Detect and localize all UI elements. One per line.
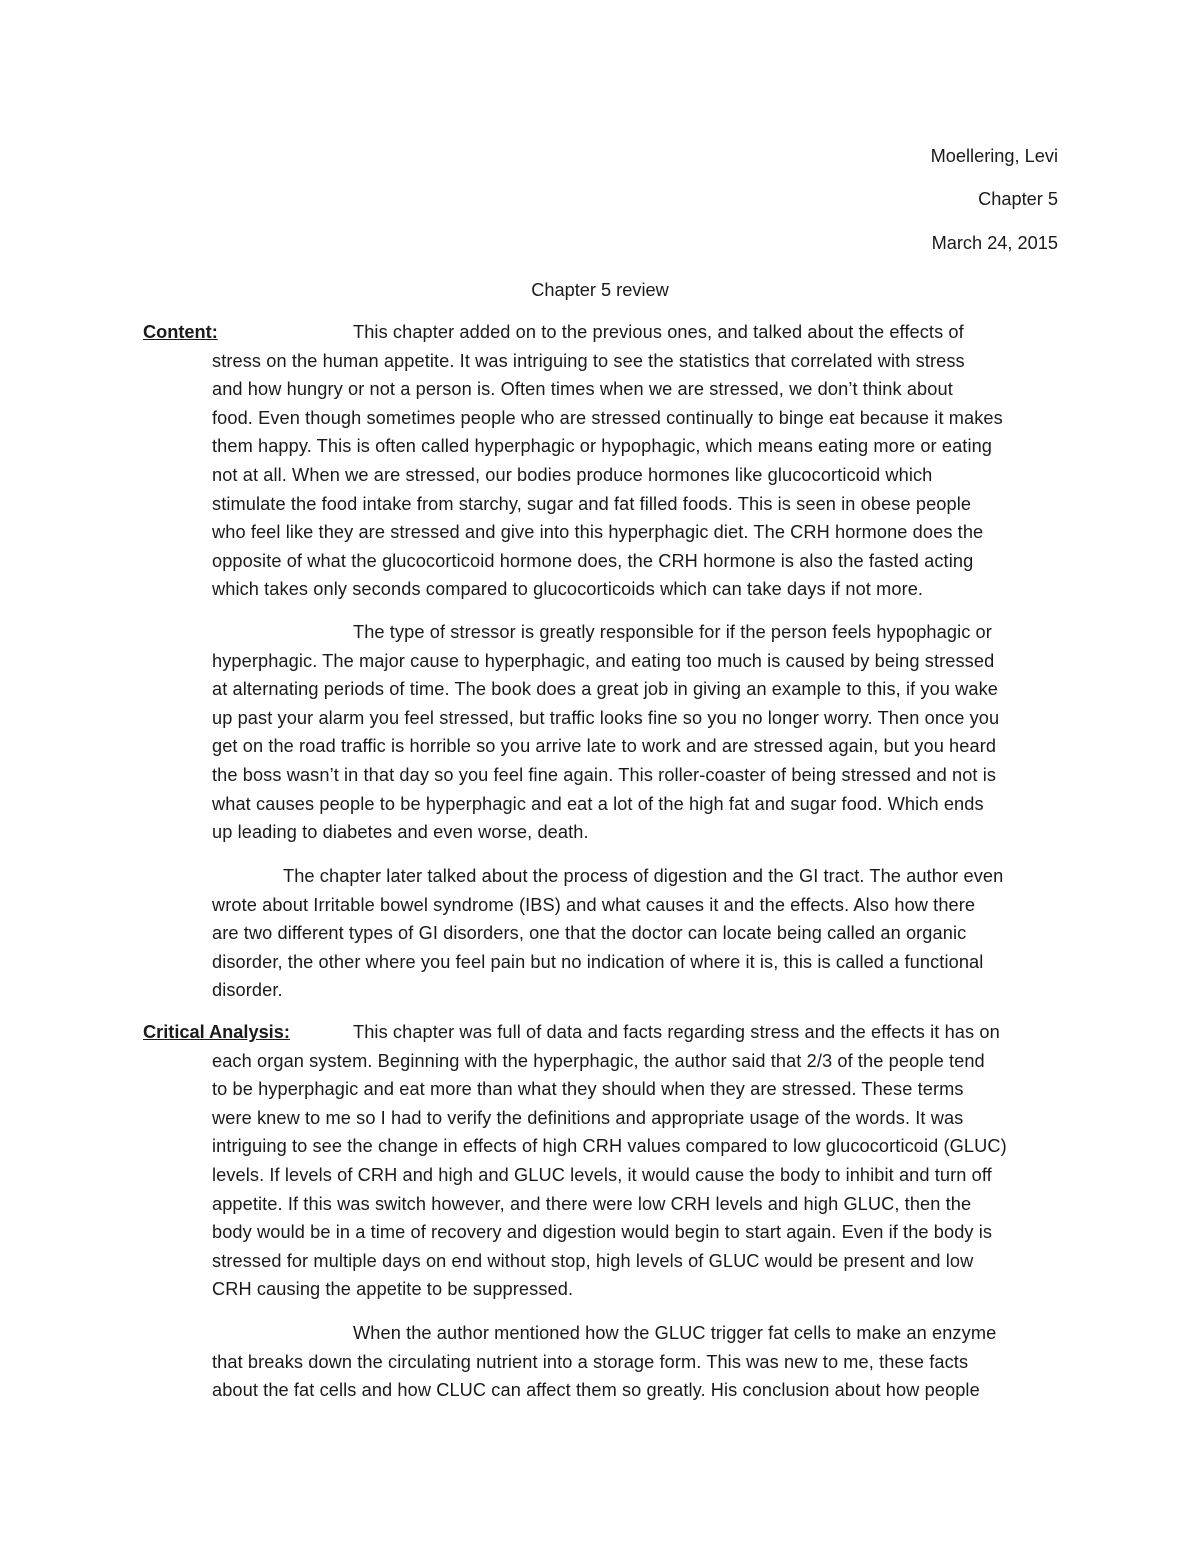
paragraph-line: which takes only seconds compared to glucocorticoids which can take days if not more. bbox=[212, 579, 924, 600]
paragraph-line: opposite of what the glucocorticoid hormone does, the CRH hormone is also the fasted acting bbox=[212, 550, 974, 571]
paragraph-line: The chapter later talked about the process of digestion and the GI tract. The author even bbox=[283, 866, 1004, 886]
paragraph-line: were knew to me so I had to verify the definitions and appropriate usage of the words. It was bbox=[212, 1107, 964, 1128]
paragraph-line: at alternating periods of time. The book does a great job in giving an example to this, if you wake bbox=[212, 679, 999, 700]
paragraph-line: disorder, the other where you feel pain but no indication of where it is, this is called a functional bbox=[212, 951, 984, 972]
author-name: Moellering, Levi bbox=[930, 146, 1058, 166]
paragraph-line: CRH causing the appetite to be suppressed. bbox=[212, 1279, 574, 1300]
paragraph-line: levels. If levels of CRH and high and GLUC levels, it would cause the body to inhibit and turn off bbox=[212, 1165, 992, 1185]
paragraph-line: appetite. If this was switch however, and there were low CRH levels and high GLUC, then the bbox=[212, 1193, 972, 1214]
paragraph-line: The type of stressor is greatly responsible for if the person feels hypophagic or bbox=[353, 622, 992, 642]
paragraph-line: stimulate the food intake from starchy, sugar and fat filled foods. This is seen in obese people bbox=[212, 493, 972, 514]
paragraph-line: what causes people to be hyperphagic and eat a lot of the high fat and sugar food. Which ends bbox=[212, 793, 984, 814]
paragraph-line: wrote about Irritable bowel syndrome (IBS) and what causes it and the effects. Also how there bbox=[212, 894, 976, 915]
paragraph-line: When the author mentioned how the GLUC trigger fat cells to make an enzyme bbox=[353, 1323, 997, 1343]
paragraph-line: who feel like they are stressed and give into this hyperphagic diet. The CRH hormone does the bbox=[212, 522, 984, 543]
paragraph-line: stress on the human appetite. It was intriguing to see the statistics that correlated with stress bbox=[212, 350, 965, 371]
paragraph-line: This chapter was full of data and facts regarding stress and the effects it has on bbox=[353, 1022, 1000, 1042]
content-label: Content: bbox=[143, 322, 218, 342]
paragraph-line: get on the road traffic is horrible so you arrive late to work and are stressed again, but you heard bbox=[212, 736, 997, 757]
chapter-label: Chapter 5 bbox=[978, 189, 1058, 209]
paragraph-line: are two different types of GI disorders, one that the doctor can locate being called an organic bbox=[212, 923, 967, 944]
paragraph-line: up past your alarm you feel stressed, but traffic looks fine so you no longer worry. Then once you bbox=[212, 707, 1000, 728]
paragraph-line: about the fat cells and how CLUC can affect them so greatly. His conclusion about how people bbox=[212, 1380, 980, 1401]
paragraph-line: each organ system. Beginning with the hyperphagic, the author said that 2/3 of the people tend bbox=[212, 1050, 985, 1071]
document-date: March 24, 2015 bbox=[931, 233, 1058, 253]
paragraph-line: body would be in a time of recovery and digestion would begin to start again. Even if the body is bbox=[212, 1222, 993, 1243]
paragraph-line: and how hungry or not a person is. Often times when we are stressed, we don’t think about bbox=[212, 379, 953, 400]
paragraph-line: the boss wasn’t in that day so you feel fine again. This roller-coaster of being stressed and not is bbox=[212, 765, 997, 785]
paragraph-line: This chapter added on to the previous ones, and talked about the effects of bbox=[353, 322, 964, 342]
paragraph-line: up leading to diabetes and even worse, death. bbox=[212, 822, 589, 843]
document-title: Chapter 5 review bbox=[531, 280, 669, 300]
paragraph-line: them happy. This is often called hyperphagic or hypophagic, which means eating more or eating bbox=[212, 436, 993, 457]
paragraph-line: stressed for multiple days on end without stop, high levels of GLUC would be present and low bbox=[212, 1250, 974, 1271]
critical-analysis-label: Critical Analysis: bbox=[143, 1022, 290, 1042]
paragraph-line: not at all. When we are stressed, our bodies produce hormones like glucocorticoid which bbox=[212, 465, 933, 485]
paragraph-line: that breaks down the circulating nutrient into a storage form. This was new to me, these facts bbox=[212, 1351, 969, 1372]
paragraph-line: food. Even though sometimes people who are stressed continually to binge eat because it makes bbox=[212, 407, 1003, 428]
paragraph-line: hyperphagic. The major cause to hyperphagic, and eating too much is caused by being stressed bbox=[212, 650, 995, 671]
paragraph-line: to be hyperphagic and eat more than what they should when they are stressed. These terms bbox=[212, 1079, 964, 1100]
paragraph-line: intriguing to see the change in effects of high CRH values compared to low glucocorticoid (GLUC) bbox=[212, 1136, 1007, 1157]
paragraph-line: disorder. bbox=[212, 980, 283, 1001]
